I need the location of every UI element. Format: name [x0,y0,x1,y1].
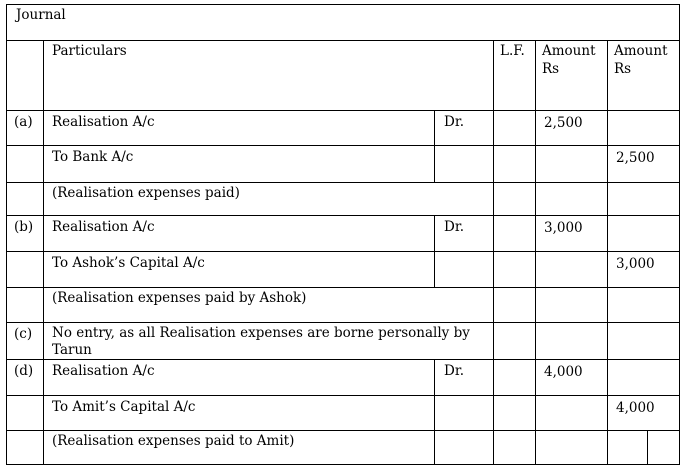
rule-b1 [6,251,680,252]
rule-label-col [43,40,44,465]
rule-dr-a [434,110,435,183]
credit-amount: 2,500 [616,150,655,166]
narration: (Realisation expenses paid by Ashok) [52,290,307,306]
rule-dr-d [434,359,435,465]
journal-title: Journal [16,7,66,23]
rule-a3 [6,215,680,216]
entry-label: (c) [14,326,33,342]
no-entry-note: No entry, as all Realisation expenses are borne personally by Tarun [52,325,470,358]
credit-account: To Amit’s Capital A/c [52,399,196,415]
rule-d2 [6,430,680,431]
credit-account: To Bank A/c [52,149,134,165]
header-lf: L.F. [500,43,525,59]
entry-label: (d) [14,363,34,379]
header-amount-dr: Amount [542,43,596,59]
narration: (Realisation expenses paid) [52,185,240,201]
rule-d1 [6,395,680,396]
dr-marker: Dr. [444,363,465,379]
header-amount-cr-unit: Rs [614,61,632,77]
rule-title-bottom [6,40,680,41]
debit-amount: 2,500 [544,115,583,131]
rule-last-cell [647,430,648,465]
rule-top [6,4,680,5]
rule-header-bottom [6,110,680,111]
rule-amount-dr-col [535,40,536,465]
narration: (Realisation expenses paid to Amit) [52,433,295,449]
rule-right [679,4,680,465]
rule-b2 [6,287,680,288]
header-amount-dr-unit: Rs [542,61,560,77]
rule-left [6,4,7,465]
debit-amount: 3,000 [544,220,583,236]
debit-account: Realisation A/c [52,114,155,130]
credit-amount: 3,000 [616,256,655,272]
rule-b3 [6,322,680,323]
rule-a1 [6,145,680,146]
rule-lf-col [493,40,494,465]
rule-c [6,359,680,360]
header-amount-cr: Amount [614,43,668,59]
credit-account: To Ashok’s Capital A/c [52,255,205,271]
header-particulars: Particulars [52,43,127,59]
entry-label: (a) [14,114,33,130]
rule-dr-b [434,215,435,288]
rule-amount-cr-col [607,40,608,465]
rule-a2 [6,182,680,183]
dr-marker: Dr. [444,219,465,235]
dr-marker: Dr. [444,114,465,130]
rule-bottom [6,464,680,465]
credit-amount: 4,000 [616,400,655,416]
debit-amount: 4,000 [544,364,583,380]
debit-account: Realisation A/c [52,219,155,235]
entry-label: (b) [14,219,34,235]
debit-account: Realisation A/c [52,363,155,379]
